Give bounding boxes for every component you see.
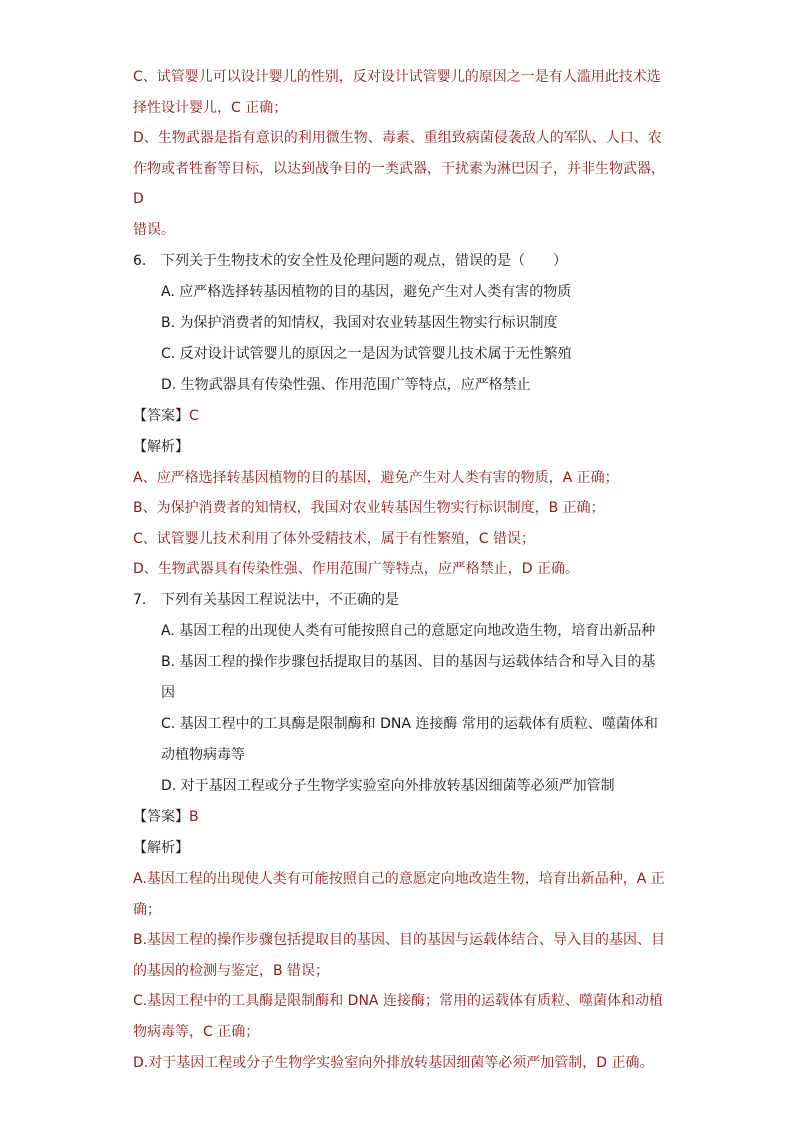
- option-c-continued: 动植物病毒等: [161, 746, 245, 763]
- analysis-line: A、应严格选择转基因植物的目的基因，避免产生对人类有害的物质，A 正确；: [133, 469, 619, 486]
- option-b: B. 基因工程的操作步骤包括提取目的基因、目的基因与运载体结合和导入目的基: [161, 653, 656, 670]
- option-b: B. 为保护消费者的知情权，我国对农业转基因生物实行标识制度: [161, 314, 558, 331]
- option-a: A. 应严格选择转基因植物的目的基因，避免产生对人类有害的物质: [161, 283, 572, 300]
- analysis-line: B.基因工程的操作步骤包括提取目的基因、目的基因与运载体结合、导入目的基因、目: [133, 932, 666, 949]
- answer-line: [133, 401, 673, 432]
- analysis-line: 择性设计婴儿，C 正确；: [133, 99, 288, 116]
- question-text: 下列关于生物技术的安全性及伦理问题的观点，错误的是（ ）: [161, 252, 567, 269]
- option-a: A. 基因工程的出现使人类有可能按照自己的意愿定向地改造生物，培育出新品种: [161, 622, 656, 639]
- analysis-line: C、试管婴儿可以设计婴儿的性别，反对设计试管婴儿的原因之一是有人滥用此技术选: [133, 69, 661, 85]
- analysis-line: 错误。: [133, 221, 175, 238]
- question-7-stem: [133, 585, 673, 616]
- option-d: D. 对于基因工程或分子生物学实验室向外排放转基因细菌等必须严加管制: [161, 777, 615, 794]
- answer-tag: 【答案】: [133, 808, 189, 825]
- analysis-line: D.对于基因工程或分子生物学实验室向外排放转基因细菌等必须严加管制，D 正确。: [133, 1054, 654, 1071]
- analysis-line: 确；: [133, 901, 161, 918]
- analysis-line: C.基因工程中的工具酶是限制酶和 DNA 连接酶；常用的运载体有质粒、噬菌体和动植: [133, 993, 663, 1010]
- analysis-line: 物病毒等，C 正确；: [133, 1023, 260, 1040]
- analysis-line: A.基因工程的出现使人类有可能按照自己的意愿定向地改造生物，培育出新品种，A 正: [133, 870, 665, 887]
- analysis-line: 作物或者牲畜等目标，以达到战争目的一类武器，干扰素为淋巴因子，并非生物武器，D: [133, 160, 665, 208]
- answer-tag: 【答案】: [133, 407, 189, 424]
- answer-line: [133, 802, 673, 833]
- analysis-line: C、试管婴儿技术利用了体外受精技术，属于有性繁殖，C 错误；: [133, 530, 535, 547]
- option-c: C. 反对设计试管婴儿的原因之一是因为试管婴儿技术属于无性繁殖: [161, 345, 572, 362]
- option-d: D. 生物武器具有传染性强、作用范围广等特点，应严格禁止: [161, 376, 531, 393]
- option-b-continued: 因: [161, 684, 175, 701]
- question-6-stem: [133, 246, 673, 277]
- answer-value: B: [189, 808, 199, 825]
- answer-value: C: [189, 407, 199, 424]
- analysis-tag: 【解析】: [133, 438, 189, 455]
- analysis-line: B、为保护消费者的知情权，我国对农业转基因生物实行标识制度，B 正确；: [133, 500, 605, 517]
- question-number: 7.: [133, 591, 147, 608]
- analysis-tag: 【解析】: [133, 839, 189, 856]
- question-number: 6.: [133, 252, 147, 269]
- analysis-line: D、生物武器具有传染性强、作用范围广等特点，应严格禁止，D 正确。: [133, 561, 580, 578]
- analysis-line: 的基因的检测与鉴定，B 错误；: [133, 962, 330, 979]
- document-content: [133, 62, 673, 1078]
- question-text: 下列有关基因工程说法中，不正确的是: [161, 591, 399, 608]
- analysis-line: D、生物武器是指有意识的利用微生物、毒素、重组致病菌侵袭敌人的军队、人口、农: [133, 130, 662, 147]
- option-c: C. 基因工程中的工具酶是限制酶和 DNA 连接酶 常用的运载体有质粒、噬菌体和: [161, 715, 658, 732]
